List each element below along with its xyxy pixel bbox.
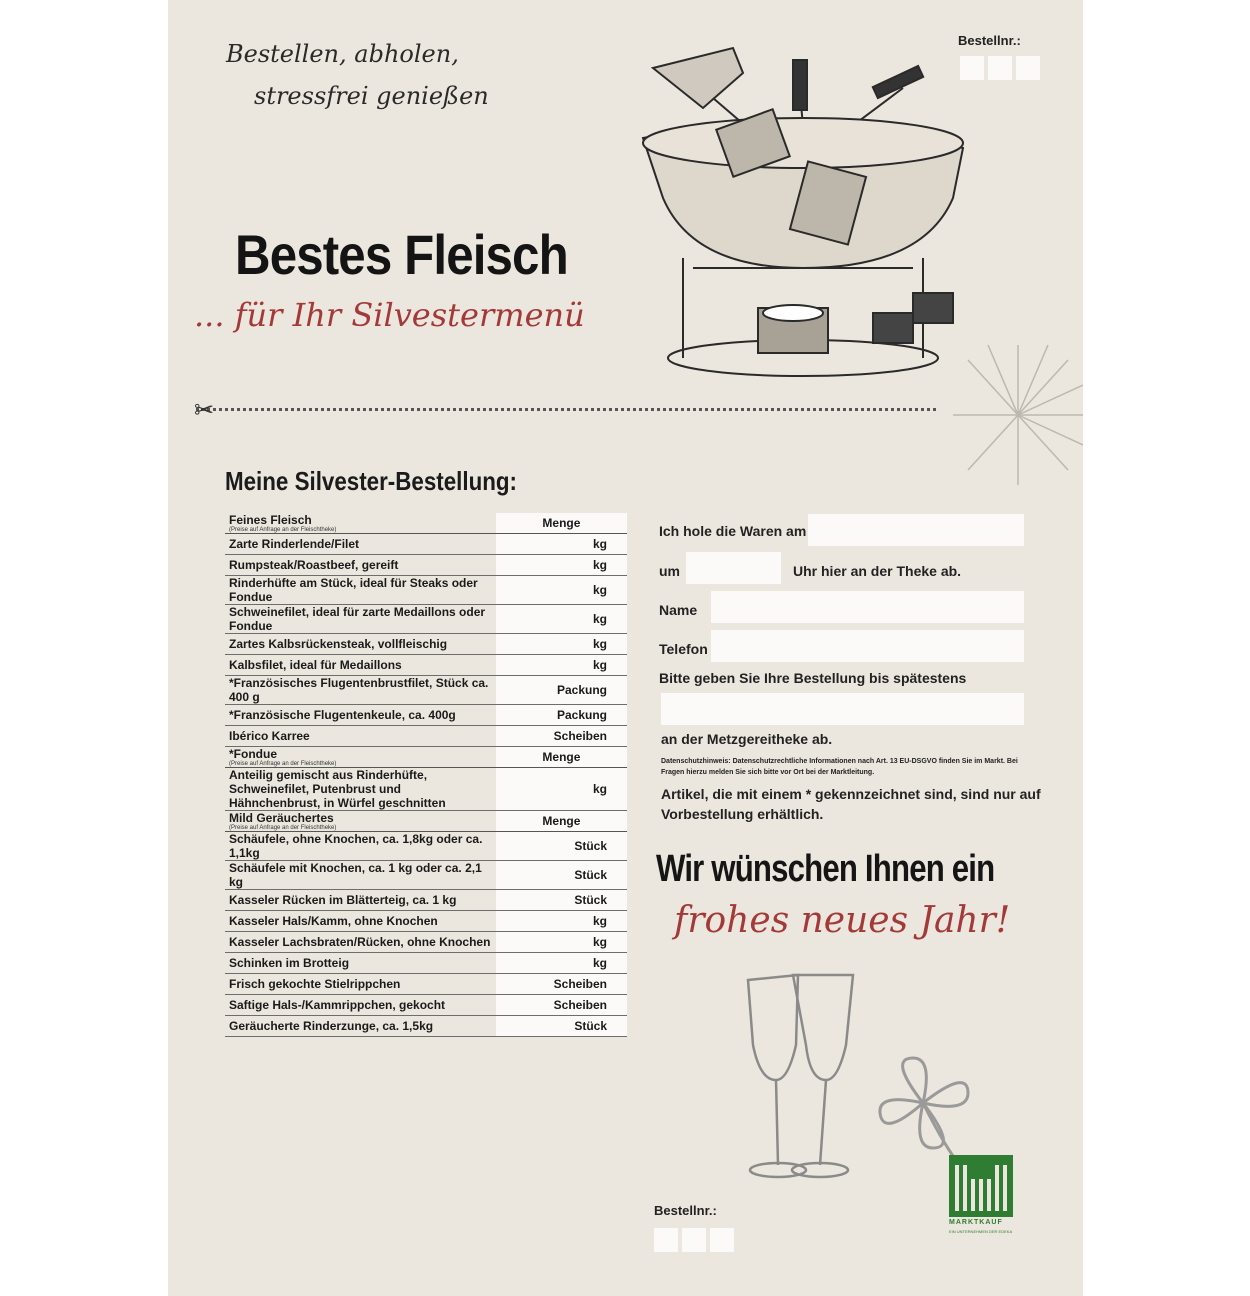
- order-table: [225, 513, 627, 1037]
- quantity-field[interactable]: kg: [496, 555, 627, 576]
- item-name: *Französisches Flugentenbrustfilet, Stück ca. 400 g: [225, 676, 496, 705]
- cut-line: [196, 408, 936, 411]
- quantity-field[interactable]: Packung: [496, 676, 627, 705]
- group-price-note: (Preise auf Anfrage an der Fleischtheke): [229, 825, 337, 831]
- clover-icon: [868, 1048, 978, 1168]
- item-name: Kasseler Lachsbraten/Rücken, ohne Knochen: [225, 932, 496, 953]
- quantity-header: Menge: [496, 811, 627, 832]
- item-name: Kalbsfilet, ideal für Medaillons: [225, 655, 496, 676]
- quantity-field[interactable]: kg: [496, 768, 627, 811]
- item-name: Zarte Rinderlende/Filet: [225, 534, 496, 555]
- item-name: Rinderhüfte am Stück, ideal für Steaks oder Fondue: [225, 576, 496, 605]
- asterisk-note: Artikel, die mit einem * gekennzeichnet sind, sind nur auf Vorbestellung erhältlich.: [661, 786, 1041, 822]
- group-price-note: (Preise auf Anfrage an der Fleischtheke): [229, 527, 337, 533]
- item-name: Saftige Hals-/Kammrippchen, gekocht: [225, 995, 496, 1016]
- deadline-label: Bitte geben Sie Ihre Bestellung bis spätestens: [659, 670, 967, 686]
- item-name: Anteilig gemischt aus Rinderhüfte, Schweinefilet, Putenbrust und Hähnchenbrust, in Würfel geschnitten: [225, 768, 496, 811]
- quantity-field[interactable]: Scheiben: [496, 726, 627, 747]
- quantity-header: Menge: [496, 513, 627, 534]
- item-name: Kasseler Rücken im Blätterteig, ca. 1 kg: [225, 890, 496, 911]
- group-title: [225, 747, 496, 768]
- fondue-pot-icon: [623, 38, 993, 388]
- tagline-line-2: stressfrei genießen: [254, 82, 489, 110]
- order-number-box[interactable]: [710, 1228, 734, 1252]
- quantity-field[interactable]: kg: [496, 932, 627, 953]
- deadline-field[interactable]: [661, 693, 1024, 725]
- pickup-date-label: Ich hole die Waren am: [659, 523, 807, 539]
- item-name: Frisch gekochte Stielrippchen: [225, 974, 496, 995]
- table-row: [225, 676, 627, 705]
- quantity-field[interactable]: Scheiben: [496, 995, 627, 1016]
- marktkauf-logo: [949, 1155, 1013, 1217]
- quantity-field[interactable]: kg: [496, 953, 627, 974]
- table-row: [225, 726, 627, 747]
- group-title: [225, 811, 496, 832]
- table-row: [225, 890, 627, 911]
- quantity-field[interactable]: kg: [496, 576, 627, 605]
- group-title-text: Mild Geräuchertes: [229, 811, 334, 825]
- logo-name: MARKTKAUF: [949, 1219, 1003, 1226]
- order-number-label-top: Bestellnr.:: [958, 33, 1021, 48]
- table-group-header: [225, 513, 627, 534]
- item-name: Rumpsteak/Roastbeef, gereift: [225, 555, 496, 576]
- order-number-box[interactable]: [682, 1228, 706, 1252]
- table-row: [225, 861, 627, 890]
- quantity-field[interactable]: kg: [496, 605, 627, 634]
- phone-label: Telefon: [659, 641, 708, 657]
- quantity-field[interactable]: Packung: [496, 705, 627, 726]
- table-row: [225, 534, 627, 555]
- pickup-time-prefix: um: [659, 563, 680, 579]
- quantity-field[interactable]: Stück: [496, 890, 627, 911]
- table-row: [225, 555, 627, 576]
- item-name: *Französische Flugentenkeule, ca. 400g: [225, 705, 496, 726]
- pickup-date-field[interactable]: [808, 514, 1024, 546]
- table-row: [225, 634, 627, 655]
- name-field[interactable]: [711, 591, 1024, 623]
- table-row: [225, 932, 627, 953]
- table-row: [225, 911, 627, 932]
- table-row: [225, 832, 627, 861]
- scissors-icon: ✂: [194, 397, 215, 424]
- order-number-label-bottom: Bestellnr.:: [654, 1203, 717, 1218]
- logo-tagline: EIN UNTERNEHMEN DER EDEKA: [949, 1229, 1013, 1234]
- item-name: Schweinefilet, ideal für zarte Medaillons oder Fondue: [225, 605, 496, 634]
- table-row: [225, 705, 627, 726]
- pickup-time-suffix: Uhr hier an der Theke ab.: [793, 563, 962, 579]
- wish-line-1: Wir wünschen Ihnen ein: [656, 848, 995, 890]
- table-row: [225, 1016, 627, 1037]
- order-number-box[interactable]: [654, 1228, 678, 1252]
- table-row: [225, 974, 627, 995]
- quantity-field[interactable]: kg: [496, 911, 627, 932]
- quantity-field[interactable]: Stück: [496, 832, 627, 861]
- table-row: [225, 655, 627, 676]
- group-title: [225, 513, 496, 534]
- order-sheet: [168, 0, 1083, 1296]
- privacy-note: Datenschutzhinweis: Datenschutzrechtliche Informationen nach Art. 13 EU-DSGVO finden Sie im Markt. Bei Fragen hierzu melden Sie sich bitte vor Ort bei der Marktleitung.: [661, 758, 1018, 776]
- table-row: [225, 995, 627, 1016]
- group-title-text: Feines Fleisch: [229, 513, 312, 527]
- quantity-field[interactable]: Stück: [496, 861, 627, 890]
- phone-field[interactable]: [711, 630, 1024, 662]
- pickup-time-field[interactable]: [686, 552, 781, 584]
- headline: Bestes Fleisch: [235, 223, 568, 286]
- table-row: [225, 768, 627, 811]
- quantity-field[interactable]: Stück: [496, 1016, 627, 1037]
- wish-line-2: frohes neues Jahr!: [674, 900, 1011, 941]
- group-price-note: (Preise auf Anfrage an der Fleischtheke): [229, 761, 337, 767]
- item-name: Ibérico Karree: [225, 726, 496, 747]
- group-title-text: *Fondue: [229, 747, 277, 761]
- item-name: Kasseler Hals/Kamm, ohne Knochen: [225, 911, 496, 932]
- item-name: Schäufele mit Knochen, ca. 1 kg oder ca. 2,1 kg: [225, 861, 496, 890]
- section-title: Meine Silvester-Bestellung:: [225, 466, 518, 496]
- item-name: Geräucherte Rinderzunge, ca. 1,5kg: [225, 1016, 496, 1037]
- quantity-field[interactable]: kg: [496, 634, 627, 655]
- name-label: Name: [659, 602, 698, 618]
- table-row: [225, 953, 627, 974]
- table-row: [225, 576, 627, 605]
- fireworks-icon: [948, 340, 1083, 490]
- subheadline: ... für Ihr Silvestermenü: [194, 296, 585, 334]
- quantity-field[interactable]: kg: [496, 534, 627, 555]
- tagline-line-1: Bestellen, abholen,: [226, 40, 459, 68]
- table-group-header: [225, 747, 627, 768]
- order-number-box[interactable]: [1016, 56, 1040, 80]
- quantity-field[interactable]: Scheiben: [496, 974, 627, 995]
- table-row: [225, 605, 627, 634]
- quantity-header: Menge: [496, 747, 627, 768]
- item-name: Schinken im Brotteig: [225, 953, 496, 974]
- table-group-header: [225, 811, 627, 832]
- deadline-suffix: an der Metzgereitheke ab.: [661, 731, 833, 747]
- quantity-field[interactable]: kg: [496, 655, 627, 676]
- item-name: Schäufele, ohne Knochen, ca. 1,8kg oder ca. 1,1kg: [225, 832, 496, 861]
- champagne-glasses-icon: [738, 965, 888, 1185]
- item-name: Zartes Kalbsrückensteak, vollfleischig: [225, 634, 496, 655]
